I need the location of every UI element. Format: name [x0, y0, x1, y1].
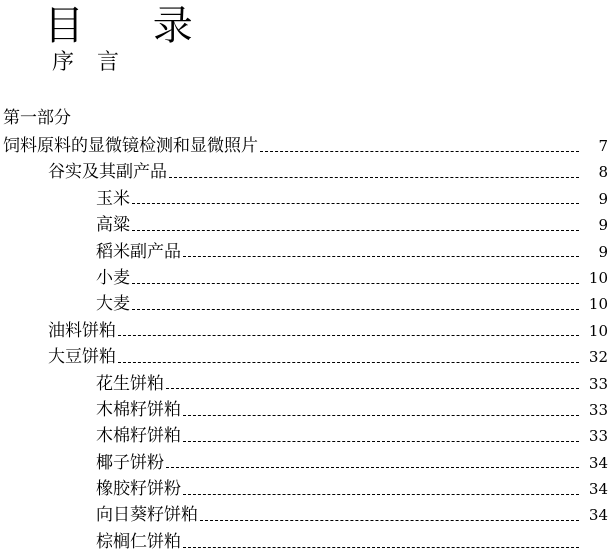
toc-entry-label: 木棉籽饼粕	[96, 399, 181, 420]
toc-entry[interactable]	[0, 476, 610, 502]
toc-entry-label: 稻米副产品	[96, 241, 181, 262]
toc-entry-label: 橡胶籽饼粉	[96, 479, 181, 500]
dot-leader	[183, 547, 579, 548]
toc-entry[interactable]	[0, 239, 610, 265]
toc-entry[interactable]	[0, 397, 610, 423]
toc-entry-label: 木棉籽饼粕	[96, 426, 181, 447]
toc-entry[interactable]	[0, 133, 610, 159]
toc-entry[interactable]	[0, 423, 610, 449]
toc-entry-label: 饲料原料的显微镜检测和显微照片	[3, 136, 258, 156]
toc-entry[interactable]	[0, 529, 610, 555]
toc-entry-label: 玉米	[96, 188, 130, 209]
toc-entry[interactable]	[0, 502, 610, 528]
dot-leader	[132, 309, 579, 310]
toc-entry[interactable]	[0, 291, 610, 317]
toc-entry-page-number: 33	[588, 374, 608, 393]
dot-leader	[132, 230, 579, 231]
dot-leader	[200, 520, 579, 521]
toc-entry[interactable]	[0, 371, 610, 397]
toc-entry-label: 谷实及其副产品	[48, 162, 167, 183]
toc-entry-label: 油料饼粕	[48, 320, 116, 341]
dot-leader	[132, 283, 579, 284]
toc-entry-label: 大豆饼粕	[48, 347, 116, 368]
toc-entry[interactable]	[0, 186, 610, 212]
dot-leader	[183, 415, 579, 416]
toc-entry-label: 椰子饼粉	[96, 452, 164, 473]
toc-entry-label: 向日葵籽饼粕	[96, 505, 198, 526]
toc-entry-label: 高粱	[96, 215, 130, 236]
toc-entry-page-number: 9	[598, 242, 608, 261]
toc-entry[interactable]	[0, 159, 610, 185]
dot-leader	[183, 441, 579, 442]
dot-leader	[166, 467, 579, 468]
dot-leader	[118, 362, 579, 363]
table-of-contents	[0, 133, 610, 555]
dot-leader	[260, 151, 579, 152]
toc-entry[interactable]	[0, 212, 610, 238]
toc-entry[interactable]	[0, 450, 610, 476]
toc-entry-page-number: 33	[588, 400, 608, 419]
toc-entry-page-number: 10	[588, 268, 608, 287]
toc-entry-label: 小麦	[96, 267, 130, 288]
toc-entry-page-number: 10	[588, 295, 608, 314]
toc-entry-label: 花生饼粕	[96, 373, 164, 394]
dot-leader	[118, 335, 579, 336]
dot-leader	[166, 388, 579, 389]
dot-leader	[132, 203, 579, 204]
toc-entry-page-number: 34	[588, 453, 608, 472]
toc-entry[interactable]	[0, 344, 610, 370]
page-title: 目 录	[44, 3, 221, 49]
toc-entry-label: 棕榈仁饼粕	[96, 531, 181, 552]
toc-entry-page-number: 34	[588, 506, 608, 525]
toc-entry[interactable]	[0, 318, 610, 344]
toc-entry-label: 大麦	[96, 294, 130, 315]
toc-entry-page-number: 8	[598, 163, 608, 182]
toc-entry-page-number: 34	[588, 480, 608, 499]
toc-entry-page-number: 32	[588, 348, 608, 367]
toc-entry-page-number: 10	[588, 321, 608, 340]
dot-leader	[183, 494, 579, 495]
toc-entry-page-number: 9	[598, 189, 608, 208]
part-heading: 第一部分	[3, 108, 71, 128]
toc-entry[interactable]	[0, 265, 610, 291]
toc-entry-page-number: 7	[598, 137, 608, 155]
dot-leader	[183, 256, 579, 257]
toc-entry-page-number: 33	[588, 427, 608, 446]
toc-entry-page-number: 9	[598, 216, 608, 235]
dot-leader	[169, 177, 579, 178]
preface-heading: 序 言	[52, 50, 127, 75]
